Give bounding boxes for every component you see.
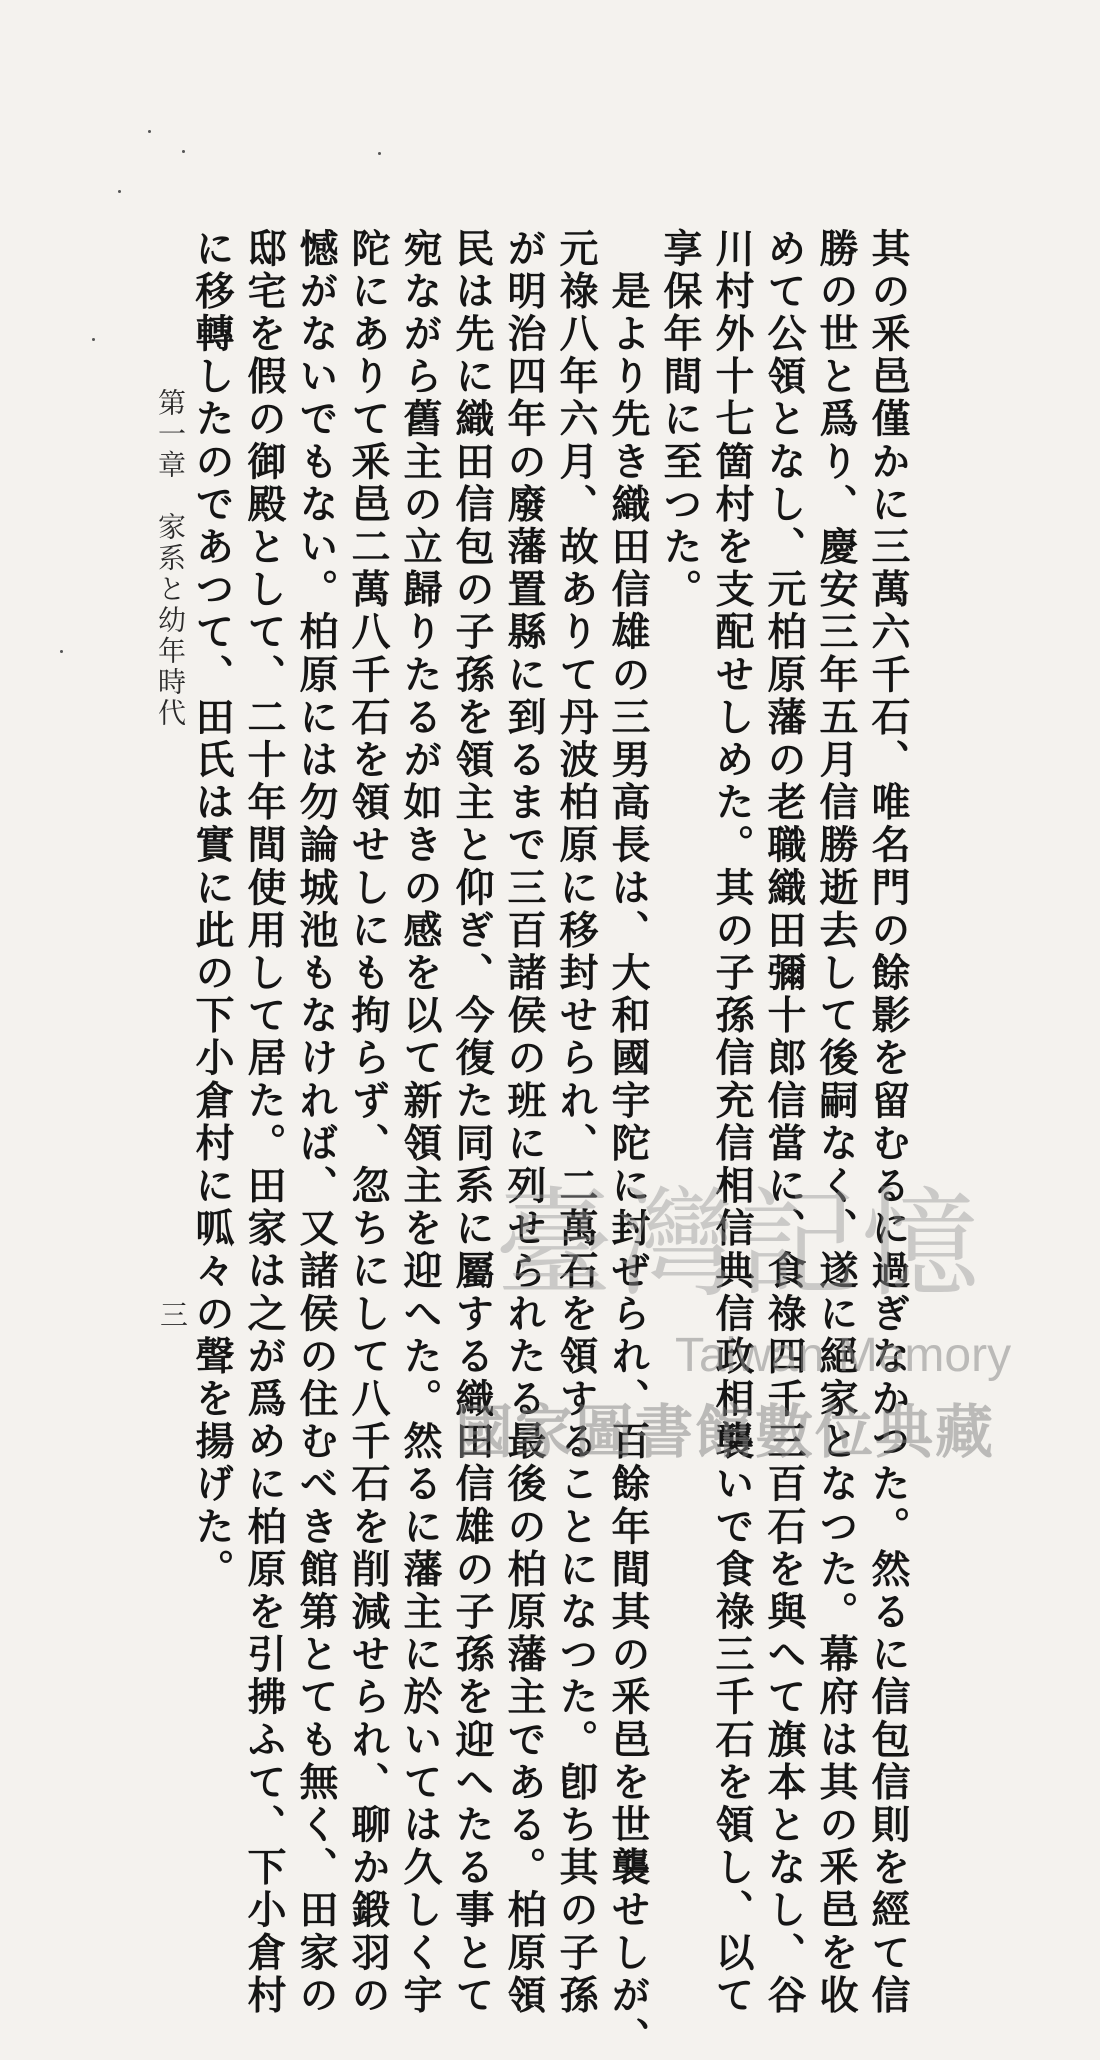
paper-speck — [378, 152, 381, 155]
text-column: に移轉したのであつて、田氏は實に此の下小倉村に呱々の聲を揚げた。 — [189, 228, 235, 1592]
paper-speck — [92, 338, 95, 341]
text-column: 享保年間に至つた。 — [657, 228, 703, 612]
text-column: 川村外十七箇村を支配せしめた。其の子孫信充信相信典信政相襲いで食祿三千石を領し、以て — [709, 228, 755, 2018]
watermark-institution: 國家圖書館數位典藏 — [455, 1398, 996, 1466]
text-column: 民は先に織田信包の子孫を領主と仰ぎ、今復た同系に屬する織田信雄の子孫を迎へたる事とて — [449, 228, 495, 2018]
paper-speck — [118, 190, 121, 193]
paper-speck — [182, 150, 185, 153]
text-column: 憾がないでもない。柏原には勿論城池もなければ、又諸侯の住むべき館第とても無く、田家の — [293, 228, 339, 2018]
paper-speck — [148, 130, 151, 133]
text-column: 元祿八年六月、故ありて丹波柏原に移封せられ、二萬石を領することになつた。卽ち其の子孫 — [553, 228, 599, 2018]
text-column: が明治四年の廢藩置縣に到るまで三百諸侯の班に列せられたる最後の柏原藩主である。柏原領 — [501, 228, 547, 2018]
paper-speck — [60, 650, 63, 653]
text-column: 是より先き織田信雄の三男高長は、大和國宇陀に封ぜられ、百餘年間其の釆邑を世襲せしが、 — [605, 228, 651, 2060]
text-column: めて公領となし、元柏原藩の老職織田彌十郎信當に、食祿四千三百石を與へて旗本となし、谷 — [761, 228, 807, 2018]
text-column: 其の釆邑僅かに三萬六千石、唯名門の餘影を留むるに過ぎなかつた。然るに信包信則を經て信 — [865, 228, 911, 2018]
text-column: 宛ながら舊主の立歸りたるが如きの感を以て新領主を迎へた。然るに藩主に於いては久しく宇 — [397, 228, 443, 2018]
watermark-english: Taiwan Memory — [675, 1329, 1012, 1382]
watermark-logo: 臺灣記憶 — [495, 1175, 984, 1313]
text-column: 勝の世と爲り、慶安三年五月信勝逝去して後嗣なく、遂に絕家となつた。幕府は其の釆邑を收 — [813, 228, 859, 2018]
text-column: 邸宅を假の御殿として、二十年間使用して居た。田家は之が爲めに柏原を引拂ふて、下小倉村 — [241, 228, 287, 2018]
running-head: 第一章 家系と幼年時代 — [154, 388, 187, 729]
page-number: 三 — [156, 1300, 189, 1328]
text-column: 陀にありて釆邑二萬八千石を領せしにも拘らず、忽ちにして八千石を削減せられ、聊か鍛羽の — [345, 228, 391, 2018]
